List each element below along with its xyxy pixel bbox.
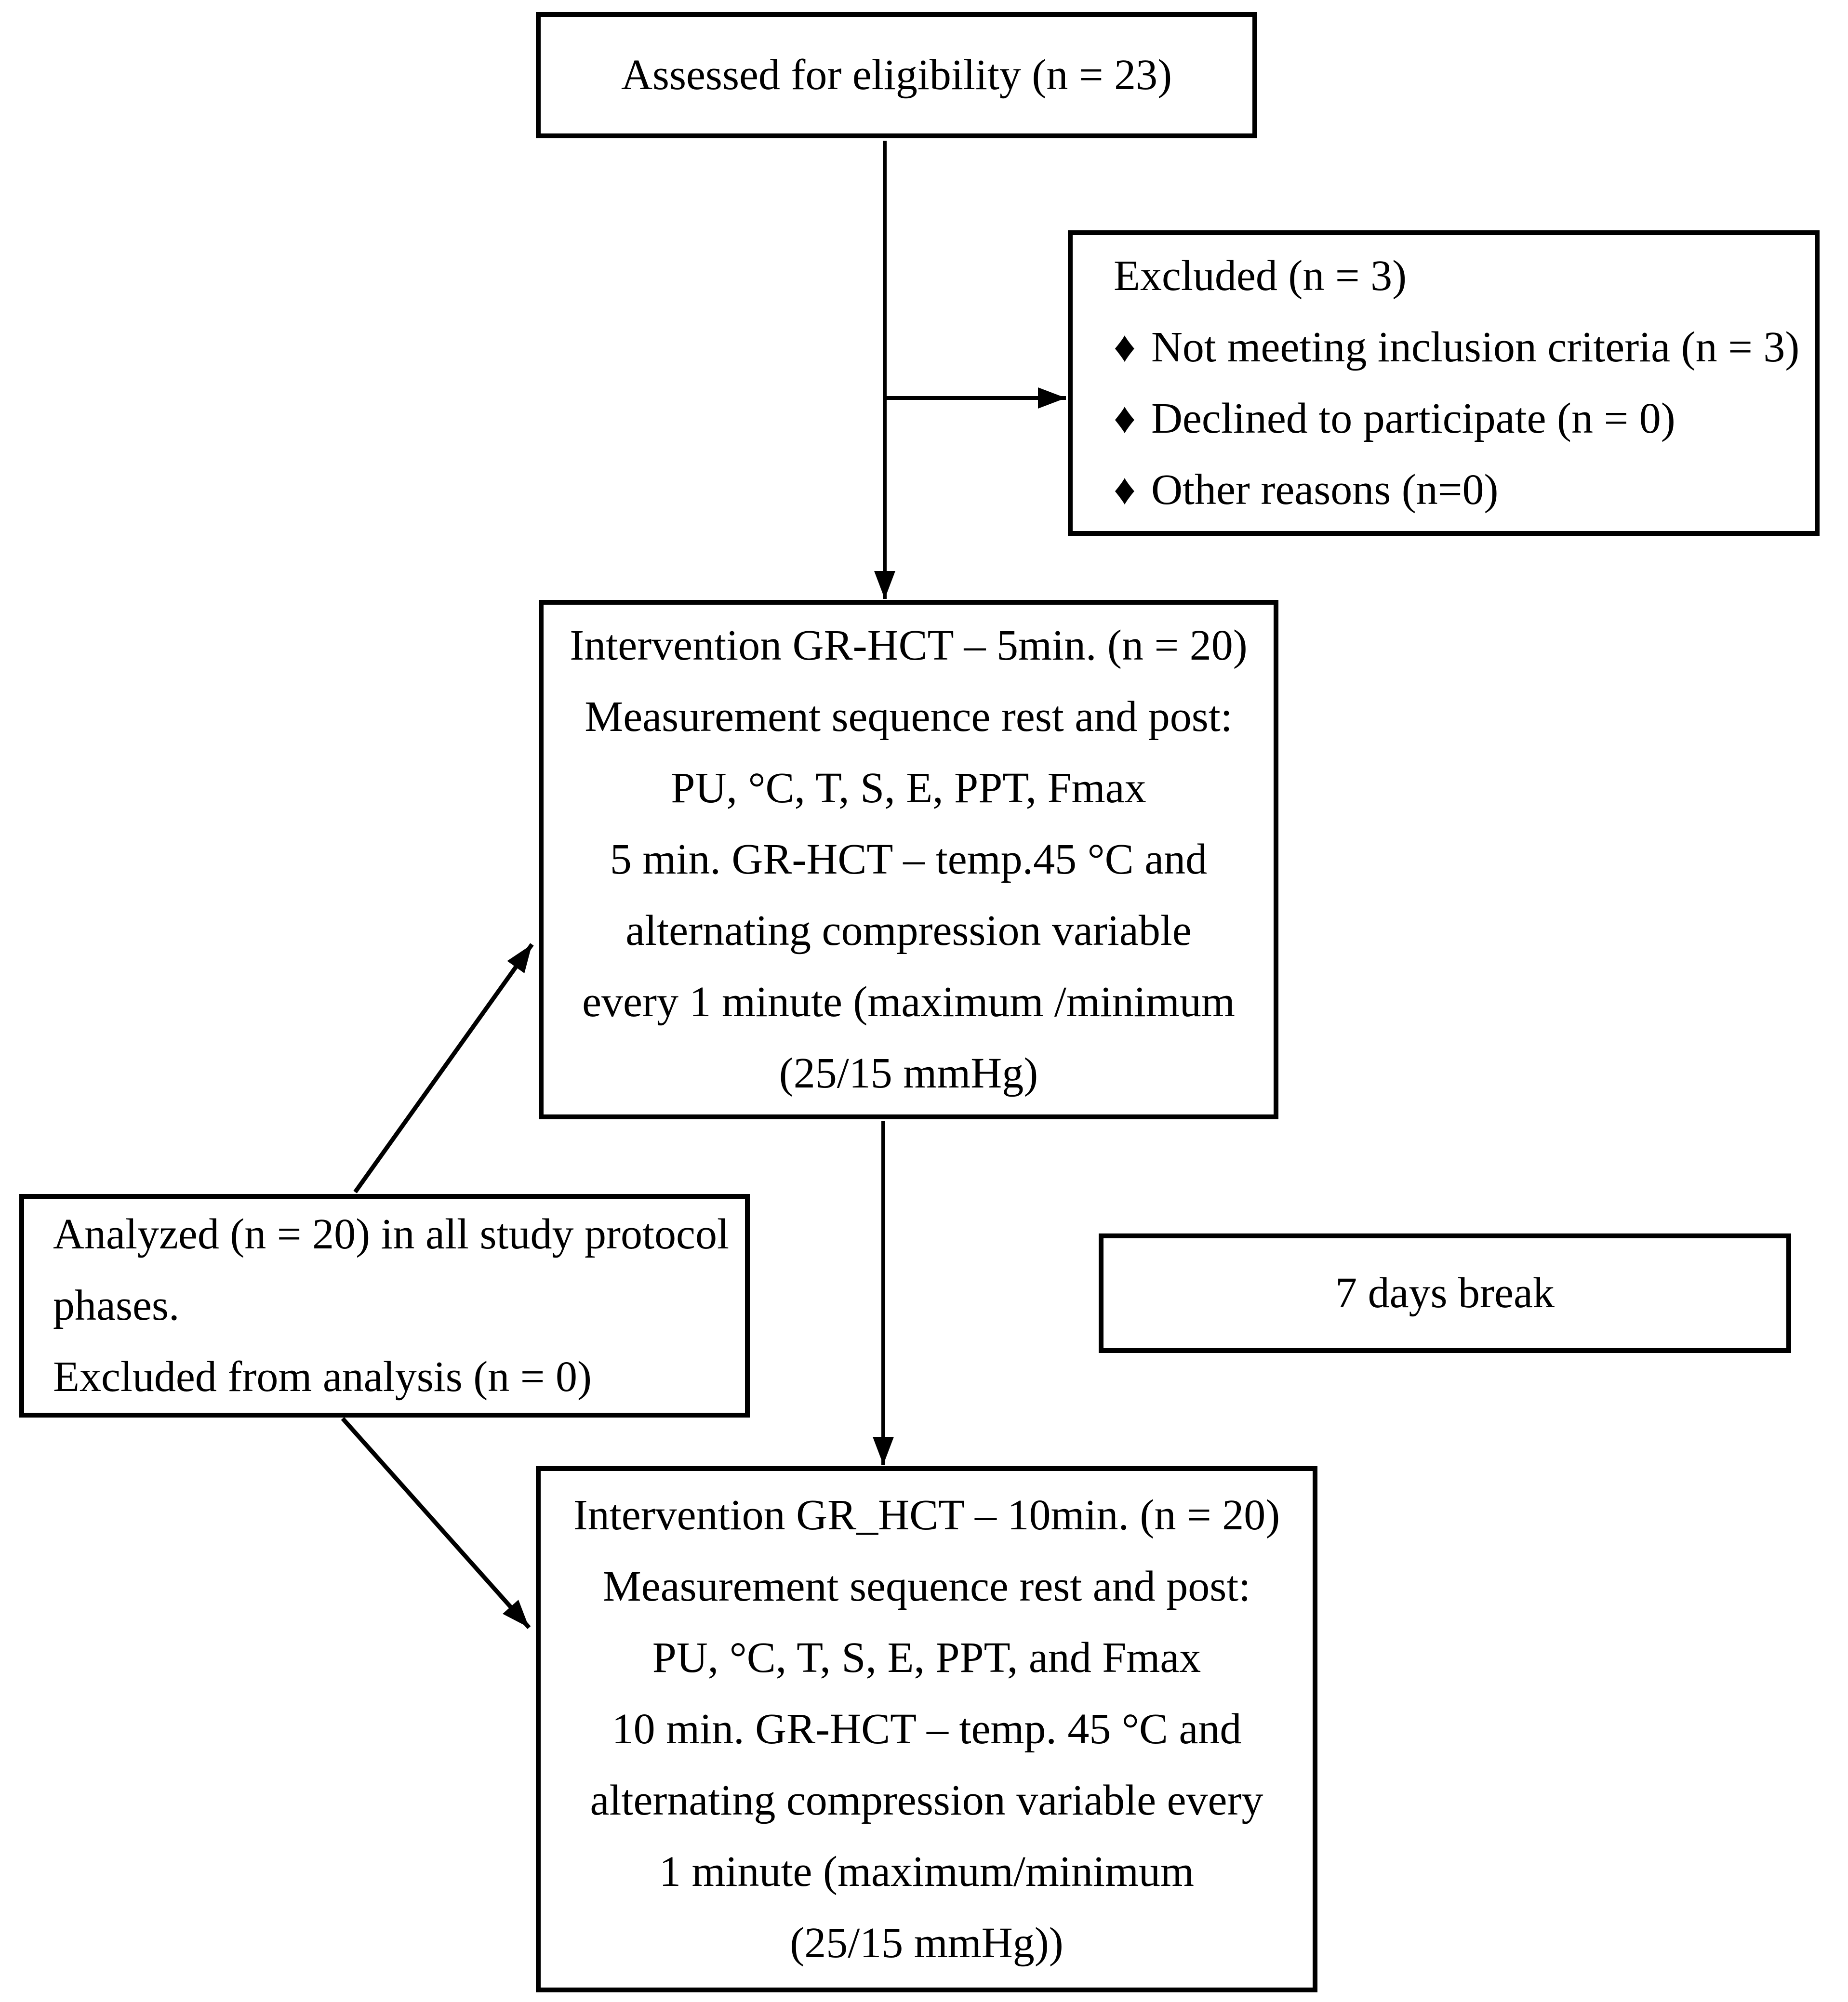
excluded-item-text: Other reasons (n=0) [1151,466,1499,514]
intervention5-line: (25/15 mmHg) [779,1049,1038,1097]
intervention10-line: alternating compression variable every [590,1777,1263,1824]
excluded-title: Excluded (n = 3) [1114,252,1407,300]
intervention-10min-box [536,1466,1317,1992]
excluded-item-text: Not meeting inclusion criteria (n = 3) [1151,323,1800,371]
intervention10-line: PU, °C, T, S, E, PPT, and Fmax [652,1634,1201,1682]
excluded-box [1068,230,1820,536]
assessed-text: Assessed for eligibility (n = 23) [621,51,1172,99]
intervention5-line: every 1 minute (maximum /minimum [582,978,1235,1026]
intervention5-line: Measurement sequence rest and post: [585,693,1233,741]
intervention5-line: alternating compression variable [625,907,1192,955]
intervention10-line: Intervention GR_HCT – 10min. (n = 20) [573,1491,1280,1539]
intervention5-line: PU, °C, T, S, E, PPT, Fmax [671,764,1146,812]
arrow-analyzed-to-intervention5 [355,944,532,1192]
diamond-bullet-icon: ♦ [1114,466,1136,514]
analyzed-line: phases. [53,1282,180,1329]
assessed-box [536,12,1257,138]
intervention10-line: 10 min. GR-HCT – temp. 45 °C and [612,1705,1242,1753]
intervention10-line: 1 minute (maximum/minimum [659,1848,1194,1896]
analyzed-box [19,1194,750,1418]
intervention10-line: (25/15 mmHg)) [790,1919,1064,1967]
excluded-item [1114,383,1675,454]
break-text: 7 days break [1335,1269,1555,1317]
excluded-item [1114,454,1498,526]
intervention10-line: Measurement sequence rest and post: [602,1563,1251,1610]
diamond-bullet-icon: ♦ [1114,323,1136,371]
intervention5-line: Intervention GR-HCT – 5min. (n = 20) [570,622,1248,669]
intervention5-line: 5 min. GR-HCT – temp.45 °C and [610,835,1208,883]
analyzed-line: Excluded from analysis (n = 0) [53,1353,592,1401]
excluded-item [1114,312,1799,383]
break-box [1099,1233,1791,1353]
analyzed-line: Analyzed (n = 20) in all study protocol [53,1210,729,1258]
diamond-bullet-icon: ♦ [1114,395,1136,442]
intervention-5min-box [539,600,1278,1119]
excluded-item-text: Declined to participate (n = 0) [1151,395,1675,442]
arrow-analyzed-to-intervention10 [343,1419,529,1628]
